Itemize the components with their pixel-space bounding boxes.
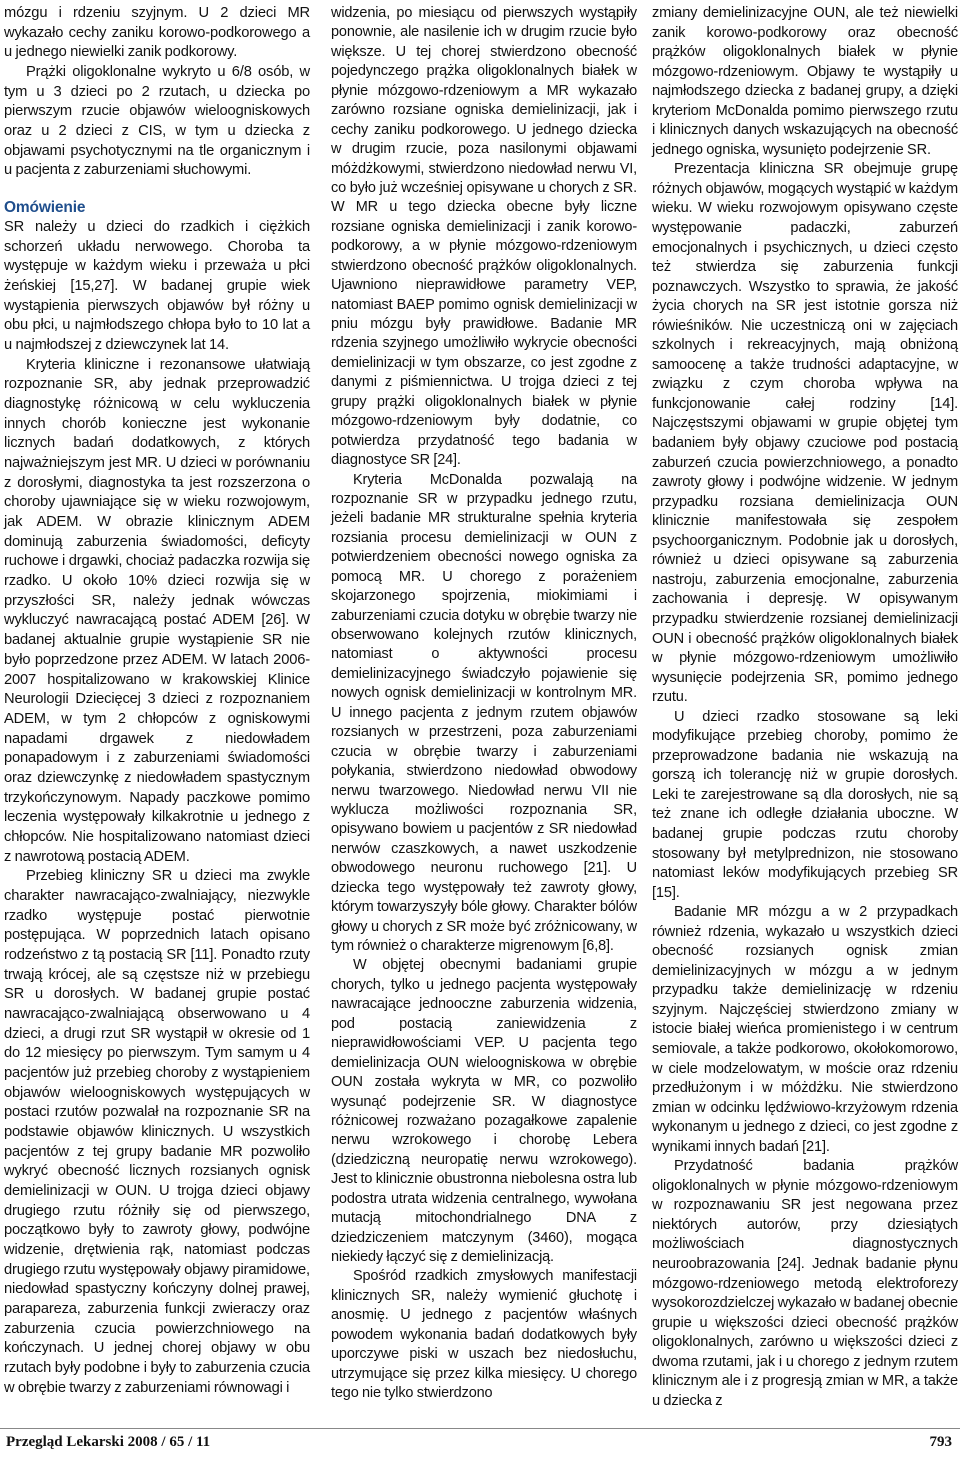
paragraph: zmiany demielinizacyjne OUN, ale też niewielki zanik korowo-podkorowy oraz obecność prążków oligoklonalnych białek w płynie mózgowo-rdzeniowym. Objawy te wystąpiły u najmłodszego dziecka z badanej grupy, a dzięki kryteriom McDonalda pomimo pierwszego rzutu i klinicznych danych wskazujących na obecność jednego ogniska, wysunięto podejrzenie SR. (652, 5, 958, 158)
column-1 (4, 4, 310, 1398)
paragraph: Prążki oligoklonalne wykryto u 6/8 osób, w tym u 3 dzieci po 2 rzutach, u dziecka po pierwszym rzucie objawów wieloogniskowych oraz u 2 dzieci z CIS, w tym u dziecka z objawami psychotycznymi na tle organicznym i u pacjenta z zaburzeniami słuchowymi. (4, 64, 310, 179)
paragraph: U dzieci rzadko stosowane są leki modyfikujące przebieg choroby, pomimo że przeprowadzone badania nie wskazują na gorszą ich tolerancję niż w grupie dorosłych. Leki te zarejestrowane są dla dorosłych, nie są też znane ich odległe działania uboczne. W badanej grupie podczas rzutu choroby stosowany był metylprednizon, nie stosowano natomiast leków modyfikujących przebieg SR [15]. (652, 708, 958, 901)
journal-citation: Przegląd Lekarski 2008 / 65 / 11 (6, 1434, 211, 1450)
paragraph: Przebieg kliniczny SR u dzieci ma zwykle charakter nawracająco-zwalniający, niezwykle rzadko występuje postać pierwotnie postępująca. W poprzednich latach opisano rodzeństwo z tą postacią SR [11]. Ponadto rzuty trwają krócej, ale są częstsze niż w przebiegu SR u dorosłych. W badanej grupie postać nawracająco-zwalniającą obserwowano u 4 dzieci, a drugi rzut SR wystąpił w okresie od 1 do 12 miesięcy po pierwszym. Tym samym u 4 pacjentów już przebieg choroby z wystąpieniem objawów wieloogniskowych występujących w postaci rzutów pozwalał na rozpoznanie SR na podstawie objawów klinicznych. U wszystkich pacjentów z tej grupy badanie MR pozwoliło wykryć obecność licznych rozsianych ognisk demielinizacji w OUN. U trojga dzieci objawy drugiego rzutu różniły się od pierwszego, początkowo były to zawroty głowy, podwójne widzenie, drętwienia rąk, natomiast podczas drugiego rzutu występowały objawy piramidowe, niedowład spastyczny kończyny dolnej prawej, parapareza, zaburzenia funkcji zwieraczy oraz zaburzenia czucia powierzchniowego na kończynach. U jednej chorej objawy w obu rzutach były podobne i były to zaburzenia czucia w obrębie twarzy z zaburzeniami równowagi i (4, 868, 310, 1396)
paragraph: Prezentacja kliniczna SR obejmuje grupę różnych objawów, mogących wystąpić w każdym wieku. W wieku rozwojowym opisywano częste występowanie padaczki, zaburzeń emocjonalnych i psychicznych, u dzieci często też stwierdza się zaburzenia funkcji poznawczych. Wszystko to sprawia, że jakość życia chorych na SR jest istotnie gorsza niż rówieśników. Nie uczestniczą oni w zajęciach szkolnych i rekreacyjnych, mają obniżoną samoocenę a także trudności adaptacyjne, w związku z czym choroba wpływa na funkcjonowanie całej rodziny [14]. Najczęstszymi objawami w grupie objętej tym badaniem były objawy czuciowe pod postacią zaburzeń czucia powierzchniowego, a ponadto zawroty głowy i podwójne widzenie. W jednym przypadku rozsiana demielinizacja OUN klinicznie manifestowała się zespołem psychoorganicznym. Podobnie jak u dorosłych, również u dzieci opisywane są zaburzenia nastroju, zaburzenia emocjonalne, zaburzenia zachowania i depresję. W opisywanym przypadku stwierdzenie rozsianej demielinizacji OUN i obecność prążków oligoklonalnych białek w płynie mózgowo-rdzeniowym umożliwiło wysunięcie podejrzenia SR, pomimo jednego rzutu. (652, 161, 958, 706)
footer-rule (0, 1428, 960, 1429)
paragraph: W objętej obecnymi badaniami grupie chorych, tylko u jednego pacjenta występowały nawracające jednooczne zaburzenia widzenia, pod postacią zaniewidzenia z nieprawidłowościami VEP. U pacjenta tego demielinizacja OUN wieloogniskowa w obrębie OUN została wykryta w MR, co pozwoliło wysunąć podejrzenie SR. W diagnostyce różnicowej rozważano pozagałkowe zapalenie nerwu wzrokowego i chorobę Lebera (dziedziczną neuropatię nerwu wzrokowego). Jest to klinicznie obustronna niebolesna ostra lub podostra utrata widzenia centralnego, wywołana mutacją mitochondrialnego DNA z dziedziczeniem matczynym (3460), mogąca niekiedy łączyć się z demielinizacją. (331, 957, 637, 1265)
paragraph: SR należy u dzieci do rzadkich i ciężkich schorzeń układu nerwowego. Choroba ta występuje w każdym wieku i przeważa u płci żeńskiej [15,27]. W badanej grupie wiek wystąpienia pierwszych objawów był różny u obu płci, u najmłodszego chłopa było to 10 lat a u najmłodszej z dziewczynek lat 14. (4, 219, 310, 354)
page-footer (0, 1428, 960, 1458)
paragraph: Badanie MR mózgu a w 2 przypadkach również rdzenia, wykazało u wszystkich dzieci obecność rozsianych ognisk zmian demielinizacyjnych w mózgu a w jednym przypadku także demielinizację w rdzeniu szyjnym. Najczęściej stwierdzono zmiany w istocie białej wieńca promienistego i w centrum semiovale, a także podkorowo, okołokomorowo, w ciele modzelowatym, w moście oraz rdzeniu przedłużonym i w móżdżku. Nie stwierdzono zmian w odcinku lędźwiowo-krzyżowym rdzenia wykonanym u jednego z dzieci, co jest zgodne z wynikami innych badań [21]. (652, 904, 958, 1155)
column-2 (331, 4, 637, 1404)
paragraph: Kryteria McDonalda pozwalają na rozpoznanie SR w przypadku jednego rzutu, jeżeli badanie MR strukturalne spełnia kryteria rozsiania procesu demielinizacji w OUN z potwierdzeniem obecności nowego ogniska za pomocą MR. U chorego z porażeniem skojarzonego spojrzenia, miokimiami i zaburzeniami czucia dotyku w obrębie twarzy nie obserwowano kolejnych rzutów klinicznych, natomiast o aktywności procesu demielinizacyjnego świadczyło pojawienie się nowych ognisk demielinizacji w kontrolnym MR. U innego pacjenta z jednym rzutem objawów rozsianych w przestrzeni, poza zaburzeniami czucia w obrębie twarzy i zaburzeniami połykania, stwierdzono niedowład obwodowy nerwu twarzowego. Niedowład nerwu VII nie wyklucza możliwości rozpoznania SR, opisywano bowiem u pacjentów z SR niedowład nerwów czaszkowych, a nawet uszkodzenie obwodowego neuronu ruchowego [21]. U dziecka tego występowały też zawroty głowy, którym towarzyszyły bóle głowy. Charakter bólów głowy u chorych z SR może być zróżnicowany, w tym również o charakterze migrenowym [6,8]. (331, 471, 637, 954)
paragraph: Przydatność badania prążków oligoklonalnych w płynie mózgowo-rdzeniowym w rozpoznawaniu SR jest negowana przez niektórych autorów, przy dziesiątych możliwościach diagnostycznych neuroobrazowania [24]. Jednak badanie płynu mózgowo-rdzeniowego metodą elektroforezy wysokorozdzielczej wykazało w badanej obecnie grupie u większości dzieci obecność prążków oligoklonalnych, zarówno u większości dzieci z dwoma rzutami, jak i u chorego z jednym rzutem klinicznym ale i z progresją zmian w MR, a także u dziecka z (652, 1158, 958, 1409)
paragraph: Kryteria kliniczne i rezonansowe ułatwiają rozpoznanie SR, aby jednak przeprowadzić diagnostykę różnicową w celu wykluczenia innych chorób konieczne jest wykonanie licznych badań dodatkowych, z których najważniejszym jest MR. U dzieci w porównaniu z dorosłymi, diagnostyka ta jest rozszerzona o choroby ujawniające się w wieku rozwojowym, jak ADEM. W obrazie klinicznym ADEM dominują zaburzenia świadomości, deficyty ruchowe i drgawki, chociaż padaczka rozwija się rzadko. U około 10% dzieci rozwija się w przyszłości SR, należy jednak wówczas wykluczyć nawracającą postać ADEM [26]. W badanej aktualnie grupie wystąpienie SR nie było poprzedzone przez ADEM. W latach 2006-2007 hospitalizowano w krakowskiej Klinice Neurologii Dziecięcej 3 dzieci z rozpoznaniem ADEM, w tym 2 chłopców z ogniskowymi napadami drgawek z niedowładem ponapadowym i z zaburzeniami świadomości oraz dziewczynkę z niedowładem spastycznym trzykończynowym. Napady paczkowe pomimo leczenia występowały kilkakrotnie u jednego z chłopców. Nie hospitalizowano natomiast dzieci z nawrotową postacią ADEM. (4, 356, 310, 865)
section-heading: Omówienie (4, 199, 86, 217)
paragraph: mózgu i rdzeniu szyjnym. U 2 dzieci MR wykazało cechy zaniku korowo-podkorowego a u jednego niewielki zanik podkorowy. (4, 5, 310, 61)
page-number: 793 (929, 1434, 952, 1450)
paragraph: Spośród rzadkich zmysłowych manifestacji klinicznych SR, należy wymienić głuchotę i anosmię. U jednego z pacjentów właśnych powodem wykonania badań dodatkowych były uporczywe piski w uszach bez niedosłuchu, utrzymujące się przez kilka miesięcy. U chorego tego nie tylko stwierdzono (331, 1268, 637, 1402)
paragraph: widzenia, po miesiącu od pierwszych wystąpiły ponownie, ale nasilenie ich w drugim rzucie było większe. U tej chorej stwierdzono obecność pojedynczego prążka oligoklonalnych białek w płynie mózgowo-rdzeniowym a MR wykazało zarówno rozsiane ogniska demielinizacji, jak i cechy zaniku podkorowego. U jednego dziecka w drugim rzucie, poza nasilonymi objawami móżdżkowymi, stwierdzono niedowład nerwu VI, co było już wcześniej opisywane u chorych z SR. W MR u tego dziecka obecne były liczne rozsiane ogniska demielinizacji i zanik korowo-podkorowy, a w płynie mózgowo-rdzeniowym stwierdzono obecność prążków oligoklonalnych. Ujawniono nieprawidłowe parametry VEP, natomiast BAEP pomimo ognisk demielinizacji w pniu mózgu były prawidłowe. Badanie MR rdzenia szyjnego umożliwiło wykrycie obecności demielinizacji w tym obszarze, co jest zgodne z danymi z piśmiennictwa. U trojga dzieci z tej grupy prążki oligoklonalnych białek w płynie mózgowo-rdzeniowym były dodatnie, co potwierdza przydatność tego badania w diagnostyce SR [24]. (331, 5, 637, 469)
column-3 (652, 4, 958, 1411)
